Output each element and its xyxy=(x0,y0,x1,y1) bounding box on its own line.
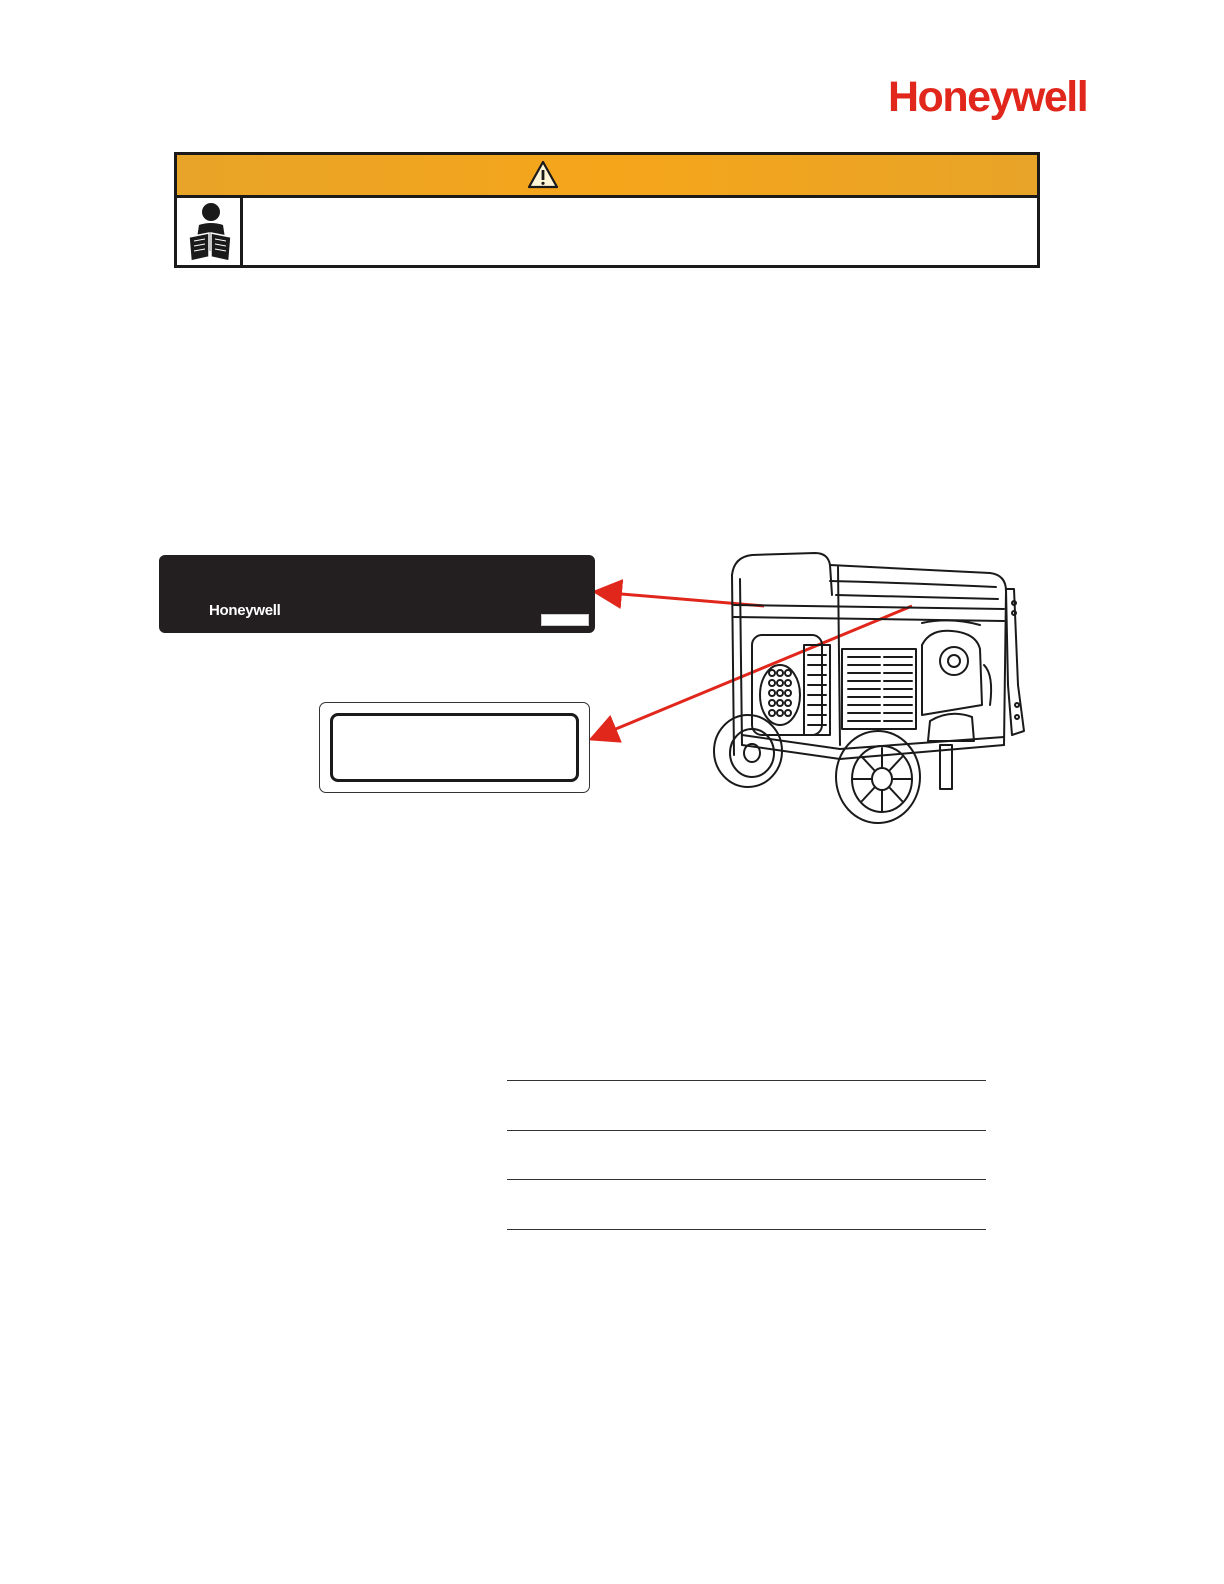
decal-light-inner xyxy=(330,713,579,782)
table-rule xyxy=(507,1130,986,1131)
decal-light xyxy=(319,702,590,793)
decal-dark-logo: Honeywell xyxy=(209,602,281,619)
brand-logo: Honeywell xyxy=(888,73,1088,121)
table-rule xyxy=(507,1179,986,1180)
decal-dark-slot xyxy=(541,614,589,626)
decal-dark xyxy=(159,555,595,633)
table-rule xyxy=(507,1229,986,1230)
table-rule xyxy=(507,1080,986,1081)
portable-generator-icon xyxy=(700,545,1040,830)
